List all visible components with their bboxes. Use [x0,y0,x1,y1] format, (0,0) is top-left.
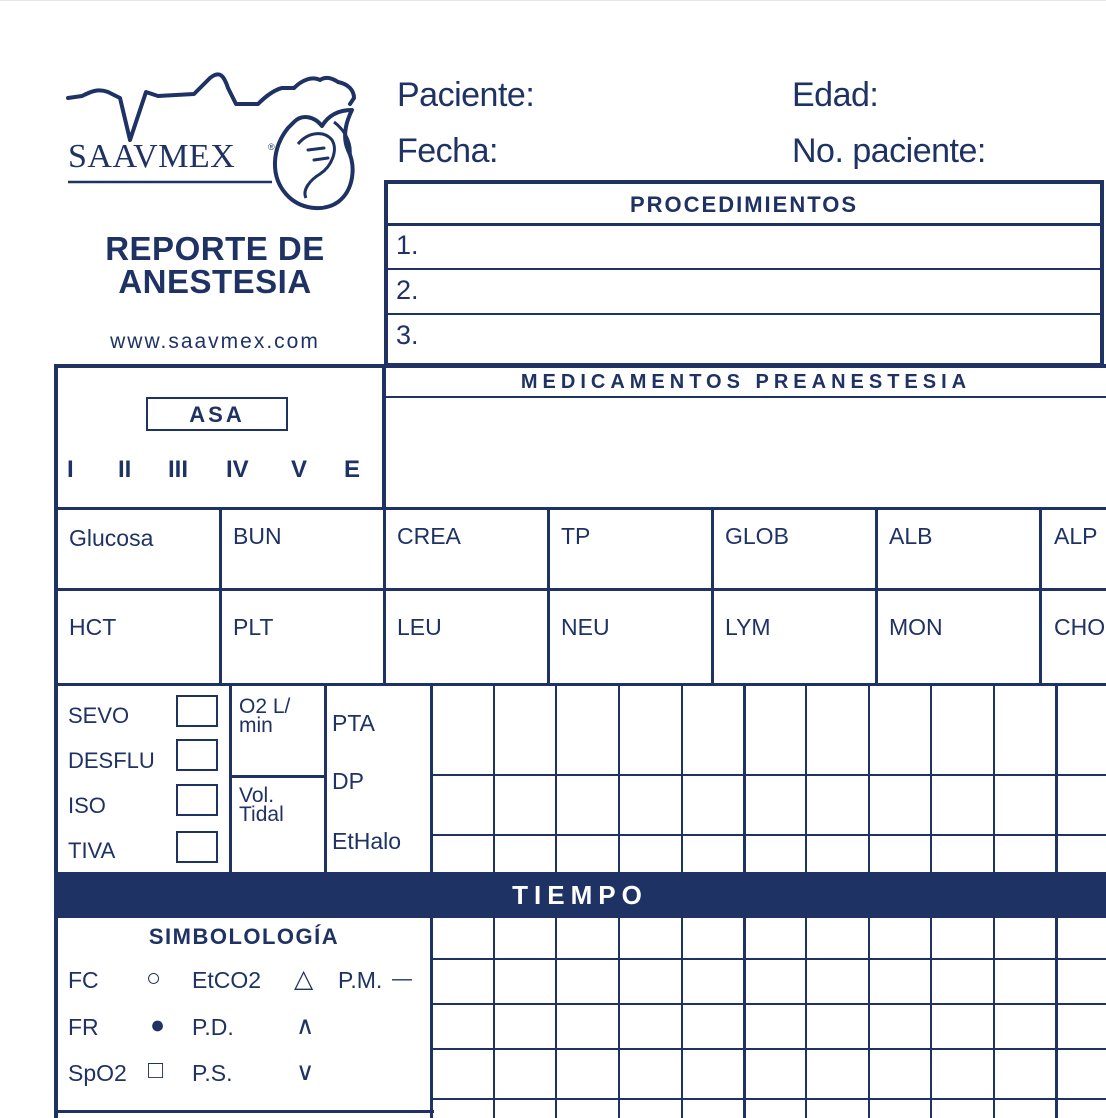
top-edge [0,0,1106,1]
premeds-title: MEDICAMENTOS PREANESTESIA [520,371,972,393]
grid-column-line [993,686,995,872]
grid-column-line [868,918,870,1118]
grid-row-line [432,774,1106,776]
asa-class-e[interactable]: E [344,456,361,483]
sevo-checkbox[interactable] [176,695,218,727]
logo-brand-text: SAAVMEX [68,138,236,175]
premeds-entry-area[interactable] [388,400,1104,506]
lab-cho: CHO [1054,614,1106,640]
lab-col-line-2 [383,510,386,686]
grid-column-line [1055,918,1058,1118]
desflu-checkbox[interactable] [176,739,218,771]
report-title [60,232,370,298]
agent-iso-label: ISO [68,793,106,818]
procedures-line-rule-1 [386,268,1102,270]
square-outline-icon: □ [148,1056,164,1084]
symbology-title: SIMBOLOLOGÍA [148,924,340,949]
lab-leu: LEU [397,614,442,640]
triangle-outline-icon: △ [294,965,314,993]
date-label: Fecha: [397,132,498,170]
grid-column-line [743,686,746,872]
website-url: www.saavmex.com [110,330,320,353]
lab-plt: PLT [233,614,274,640]
asa-class-i[interactable]: I [67,456,74,483]
grid-row-line [432,958,1106,960]
caret-up-icon: ∧ [296,1012,315,1040]
lab-alp: ALP [1054,523,1098,549]
monitoring-grid-lower[interactable] [432,918,1106,1118]
tidal-volume-label [239,786,284,824]
age-label: Edad: [792,76,879,114]
tidal-volume-label-line2: Tidal [239,803,284,826]
symbology-bottom-rule [54,1110,434,1113]
lab-lym: LYM [725,614,771,640]
lab-glucosa: Glucosa [69,525,154,551]
grid-column-line [493,918,495,1118]
asa-class-iii[interactable]: III [168,456,189,483]
lab-col-line-3 [547,510,550,686]
tiva-checkbox[interactable] [176,831,218,863]
asa-class-ii[interactable]: II [118,456,132,483]
grid-row-line [432,834,1106,836]
lab-bun: BUN [233,523,282,549]
procedure-line-2[interactable]: 2. [396,275,419,305]
lab-tp: TP [561,523,591,549]
lab-mon: MON [889,614,943,640]
report-title-line2: ANESTESIA [118,263,312,300]
lab-col-line-4 [711,510,714,686]
param-dp-label: DP [332,768,364,794]
grid-column-line [930,686,932,872]
premeds-title-rule [386,396,1106,398]
o2-col-line [324,686,327,872]
circle-filled-icon: ● [150,1011,166,1039]
tiempo-label: TIEMPO [512,880,648,910]
lab-neu: NEU [561,614,610,640]
lab-crea: CREA [397,523,461,549]
grid-column-line [868,686,870,872]
procedures-divider [386,223,1102,226]
tidal-volume-label-line1: Vol. [239,784,275,807]
circle-outline-icon: ○ [146,964,162,992]
o2-flow-label [239,697,290,735]
registered-mark: ® [268,142,275,152]
agent-sevo-label: SEVO [68,703,130,728]
lab-grid-row-divider [58,588,1106,591]
grid-column-line [555,686,557,872]
grid-column-line [681,686,683,872]
patient-number-label: No. paciente: [792,132,986,170]
grid-row-line [432,1098,1106,1100]
asa-class-iv[interactable]: IV [226,456,249,483]
symbol-fc-label: FC [68,967,99,993]
lab-glob: GLOB [725,523,789,549]
tiempo-bar [54,872,1106,918]
symbol-fr-label: FR [68,1014,99,1040]
grid-row-line [432,1048,1106,1050]
param-ethalo-label: EtHalo [332,828,402,854]
grid-column-line [930,918,932,1118]
symbol-ps-label: P.S. [192,1060,233,1086]
lab-col-line-1 [219,510,222,686]
grid-column-line [493,686,495,872]
symbol-spo2-label: SpO2 [68,1060,127,1086]
grid-column-line [618,918,620,1118]
monitoring-grid-upper[interactable] [432,686,1106,872]
procedure-line-3[interactable]: 3. [396,320,419,350]
symbol-pd-label: P.D. [192,1014,234,1040]
symbol-etco2-label: EtCO2 [192,967,262,993]
procedure-line-1[interactable]: 1. [396,230,419,260]
lab-col-line-5 [875,510,878,686]
o2-flow-label-line2: min [239,714,273,737]
grid-column-line [805,918,807,1118]
lab-alb: ALB [889,523,933,549]
grid-column-line [1055,686,1058,872]
o2-vol-divider [232,775,324,778]
agent-col-line [229,686,232,872]
o2-flow-label-line1: O2 L/ [239,695,291,718]
grid-column-line [743,918,746,1118]
dash-icon: — [392,968,412,990]
symbol-pm-label: P.M. [338,967,383,993]
grid-column-line [555,918,557,1118]
agent-desflu-label: DESFLU [68,748,155,773]
agent-tiva-label: TIVA [68,838,116,863]
iso-checkbox[interactable] [176,784,218,816]
asa-label: ASA [146,397,288,431]
grid-column-line [805,686,807,872]
param-pta-label: PTA [332,710,376,736]
procedures-line-rule-2 [386,313,1102,315]
grid-column-line [618,686,620,872]
asa-class-v[interactable]: V [291,456,308,483]
lab-col-line-6 [1039,510,1042,686]
caret-down-icon: ∨ [296,1058,315,1086]
grid-column-line [681,918,683,1118]
grid-column-line [993,918,995,1118]
procedures-title: PROCEDIMIENTOS [629,192,859,217]
grid-row-line [432,1003,1106,1005]
lab-hct: HCT [69,614,117,640]
patient-label: Paciente: [397,76,535,114]
report-title-line1: REPORTE DE [105,230,325,267]
